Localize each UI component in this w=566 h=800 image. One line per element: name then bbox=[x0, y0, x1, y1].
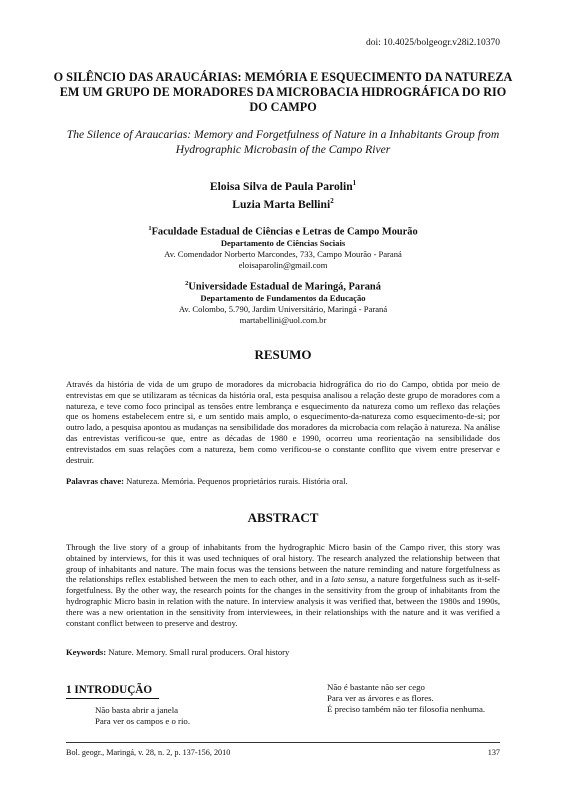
affiliation-institution: $^1$Faculdade Estadual de Ciências e Letras de Campo Mourão bbox=[148, 225, 418, 238]
affiliation-institution: $^2$Universidade Estadual de Maringá, Paraná bbox=[185, 280, 381, 293]
poem-line: Não é bastante não ser cego bbox=[327, 682, 425, 692]
footer-divider bbox=[66, 742, 500, 743]
abstract-text: Through the live story of a group of inhabitants from the hydrographic Micro basin of the Campo river, this story was obtained by interviews, for this it was used techniques of oral history. The research analyzed the relationship between that group of inhabitants and nature. The main focus was the tensions between the nature reminding and nature forgetfulness as the relationships reflex established between the men to each other, and in a lato sensu, a nature forgetfulness such as it-self-forgetfulness. By the other way, the research points for the changes in the sensitivity from the group of inhabitants from the hydrographic Micro basin in relation with the nature. In interview analysis it was verified that, between the 1980s and 1990s, there was a new orientation in the sensitivity from interviewees, in their relationships with the nature and it was verified a constant conflict between to preserve and destroy. bbox=[66, 542, 500, 628]
introduction-underline bbox=[66, 698, 159, 699]
resumo-keywords: Palavras chave: Natureza. Memória. Pequenos proprietários rurais. História oral. bbox=[66, 476, 348, 486]
affiliation-email: martabellini@uol.com.br bbox=[239, 315, 327, 326]
affiliation-address: Av. Comendador Norberto Marcondes, 733, Campo Mourão - Paraná bbox=[164, 249, 402, 260]
author-list bbox=[60, 176, 506, 212]
abstract-heading: ABSTRACT bbox=[247, 510, 319, 525]
poem-line: Para ver as árvores e as flores. bbox=[327, 693, 434, 703]
poem-right-column bbox=[327, 682, 485, 715]
poem-line: Não basta abrir a janela bbox=[95, 705, 179, 715]
affiliation-department: Departamento de Fundamentos da Educação bbox=[200, 293, 366, 304]
poem-line: É preciso também não ter filosofia nenhuma. bbox=[327, 704, 486, 714]
author-1: Eloisa Silva de Paula Parolin$^1$ bbox=[209, 179, 357, 193]
affiliation-department: Departamento de Ciências Sociais bbox=[220, 238, 346, 249]
author-2: Luzia Marta Bellini$^2$ bbox=[232, 196, 334, 211]
article-title: O SILÊNCIO DAS ARAUCÁRIAS: MEMÓRIA E ESQUECIMENTO DA NATUREZA EM UM GRUPO DE MORADORES DA MICROBACIA HIDROGRÁFICA DO RIO DO CAMPO bbox=[53, 70, 513, 114]
abstract-keywords: Keywords: Nature. Memory. Small rural producers. Oral history bbox=[66, 647, 290, 657]
resumo-heading: RESUMO bbox=[254, 347, 312, 362]
introduction-heading: 1 INTRODUÇÃO bbox=[66, 684, 153, 696]
footer-citation: Bol. geogr., Maringá, v. 28, n. 2, p. 137-156, 2010 bbox=[66, 748, 231, 757]
affiliation-2 bbox=[60, 277, 506, 326]
article-subtitle-english: The Silence of Araucarias: Memory and Forgetfulness of Nature in a Inhabitants Group from Hydrographic Microbasin of the Campo River bbox=[66, 128, 500, 156]
resumo-text: Através da história de vida de um grupo de moradores da microbacia hidrográfica do rio do Campo, obtida por meio de entrevistas em que se utilizaram as técnicas da história oral, esta pesquisa analisou a relação deste grupo de moradores com a natureza, e teve como foco principal as tensões entre lembrança e esquecimento da natureza como um reflexo das relações que os homens estabelecem entre si, e um sentido mais amplo, o esquecimento-da-natureza como esquecimento-de-si; por outro lado, a pesquisa apontou as mudanças na sensibilidade dos moradores da microbacia com relação à natureza. Na análise das entrevistas verificou-se que, entre as décadas de 1980 e 1990, ocorreu uma reorientação na sensibilidade dos entrevistados em suas relações com a natureza, bem como verificou-se o constante conflito que vivem entre preservar e destruir. bbox=[66, 379, 500, 465]
affiliation-email: eloisaparolin@gmail.com bbox=[238, 260, 328, 271]
page-number: 137 bbox=[487, 748, 500, 757]
poem-line: Para ver os campos e o rio. bbox=[95, 716, 191, 726]
affiliation-1 bbox=[60, 222, 506, 271]
doi-text: doi: 10.4025/bolgeogr.v28i2.10370 bbox=[365, 38, 500, 48]
poem-left-column bbox=[95, 705, 190, 727]
affiliation-address: Av. Colombo, 5.790, Jardim Universitário, Maringá - Paraná bbox=[178, 304, 388, 315]
